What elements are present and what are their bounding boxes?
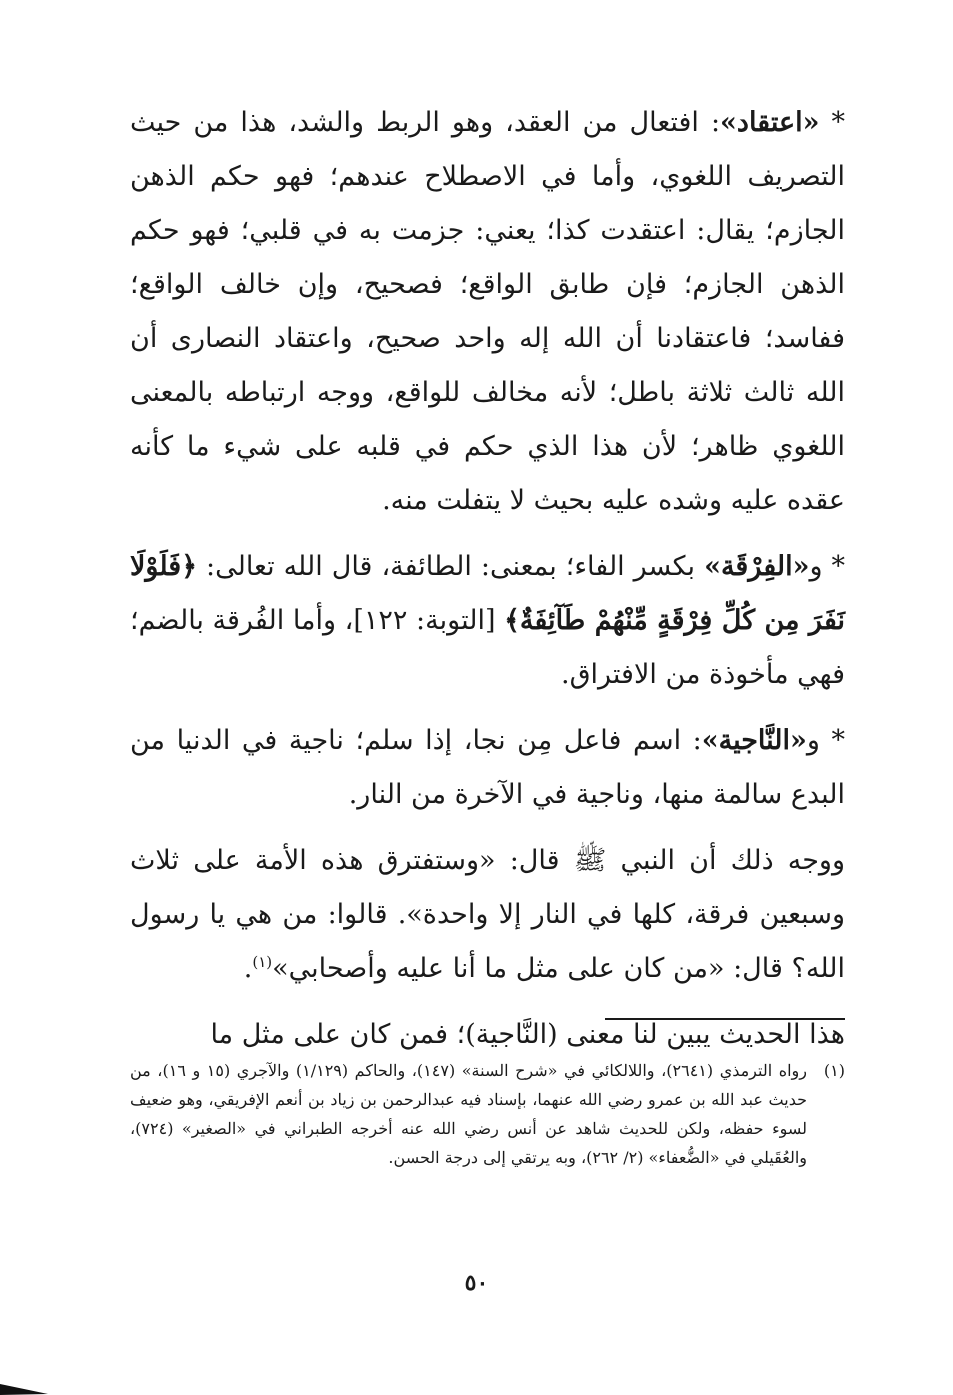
paragraph-text: ووجه ذلك أن النبي ﷺ قال: «وستفترق هذه الأمة على ثلاث وسبعين فرقة، كلها في النار إلا واحدة». قالوا: من هي يا رسول الله؟ قال: «من كان على مثل ما أنا عليه وأصحابي» <box>130 845 845 984</box>
footnote-reference[interactable]: (١) <box>252 953 273 971</box>
paragraph-najiya <box>130 714 845 822</box>
paragraph-text-continued: [التوبة: ١٢٢]، وأما الفُرقة بالضم؛ فهي مأخوذة من الافتراق. <box>130 605 845 690</box>
term-itiqad: «اعتقاد» <box>720 107 820 138</box>
paragraph-itiqad <box>130 96 845 528</box>
bullet: * و <box>809 551 846 582</box>
term-najiya: «النَّاجية» <box>701 725 807 756</box>
quran-verse: ﴿فَلَوْلَا نَفَرَ مِن كُلِّ فِرْقَةٍ مِّنْهُمْ طَآئِفَةٌ﴾ <box>130 551 846 636</box>
scan-edge-mark <box>0 1372 58 1395</box>
paragraph-hadith <box>130 834 845 996</box>
paragraph-text: هذا الحديث يبين لنا معنى (النَّاجية)؛ فمن كان على مثل ما <box>210 1019 845 1050</box>
paragraph-text: بكسر الفاء؛ بمعنى: الطائفة، قال الله تعالى: <box>197 551 705 582</box>
footnote-divider <box>605 1018 845 1020</box>
bullet: * و <box>806 725 845 756</box>
footnotes <box>130 1056 845 1172</box>
main-text <box>130 96 845 1074</box>
footnote-item <box>130 1056 845 1172</box>
paragraph-text: : افتعال من العقد، وهو الربط والشد، هذا من حيث التصريف اللغوي، وأما في الاصطلاح عندهم؛ فهو حكم الذهن الجازم؛ يقال: اعتقدت كذا؛ يعني: جزمت به في قلبي؛ فهو حكم الذهن الجازم؛ فإن طابق الواقع؛ فصحيح، وإن خالف الواقع؛ ففاسد؛ فاعتقادنا أن الله إله واحد صحيح، واعتقاد النصارى أن الله ثالث ثلاثة باطل؛ لأنه مخالف للواقع، ووجه ارتباطه بالمعنى اللغوي ظاهر؛ لأن هذا الذي حكم في قلبه على شيء ما كأنه عقده عليه وشده عليه بحيث لا يتفلت منه. <box>130 107 845 516</box>
paragraph-text: : اسم فاعل مِن نجا، إذا سلم؛ ناجية في الدنيا من البدع سالمة منها، وناجية في الآخرة من النار. <box>130 725 845 810</box>
paragraph-text-continued: . <box>243 953 253 984</box>
paragraph-firqa <box>130 540 845 702</box>
footnote-text: رواه الترمذي (٢٦٤١)، واللالكائي في «شرح السنة» (١٤٧)، والحاكم (١/١٢٩) والآجري (١٥ و ١٦)، من حديث عبد الله بن عمرو رضي الله عنهما، بإسناد فيه عبدالرحمن بن زياد بن أنعم الإفريقي، وهو ضعيف لسوء حفظه، ولكن للحديث شاهد عن أنس رضي الله عنه أخرجه الطبراني في «الصغير» (٧٢٤)، والعُقَيلي في «الضُّعفاء» (٢/ ٢٦٢)، وبه يرتقي إلى درجة الحسن. <box>130 1061 808 1167</box>
page-number: ٥٠ <box>464 1270 489 1296</box>
footnote-number: (١) <box>823 1061 845 1080</box>
paragraph-continuation <box>130 1008 845 1062</box>
term-firqa: «الفِرْقَة» <box>704 551 810 582</box>
bullet: * <box>819 107 845 138</box>
